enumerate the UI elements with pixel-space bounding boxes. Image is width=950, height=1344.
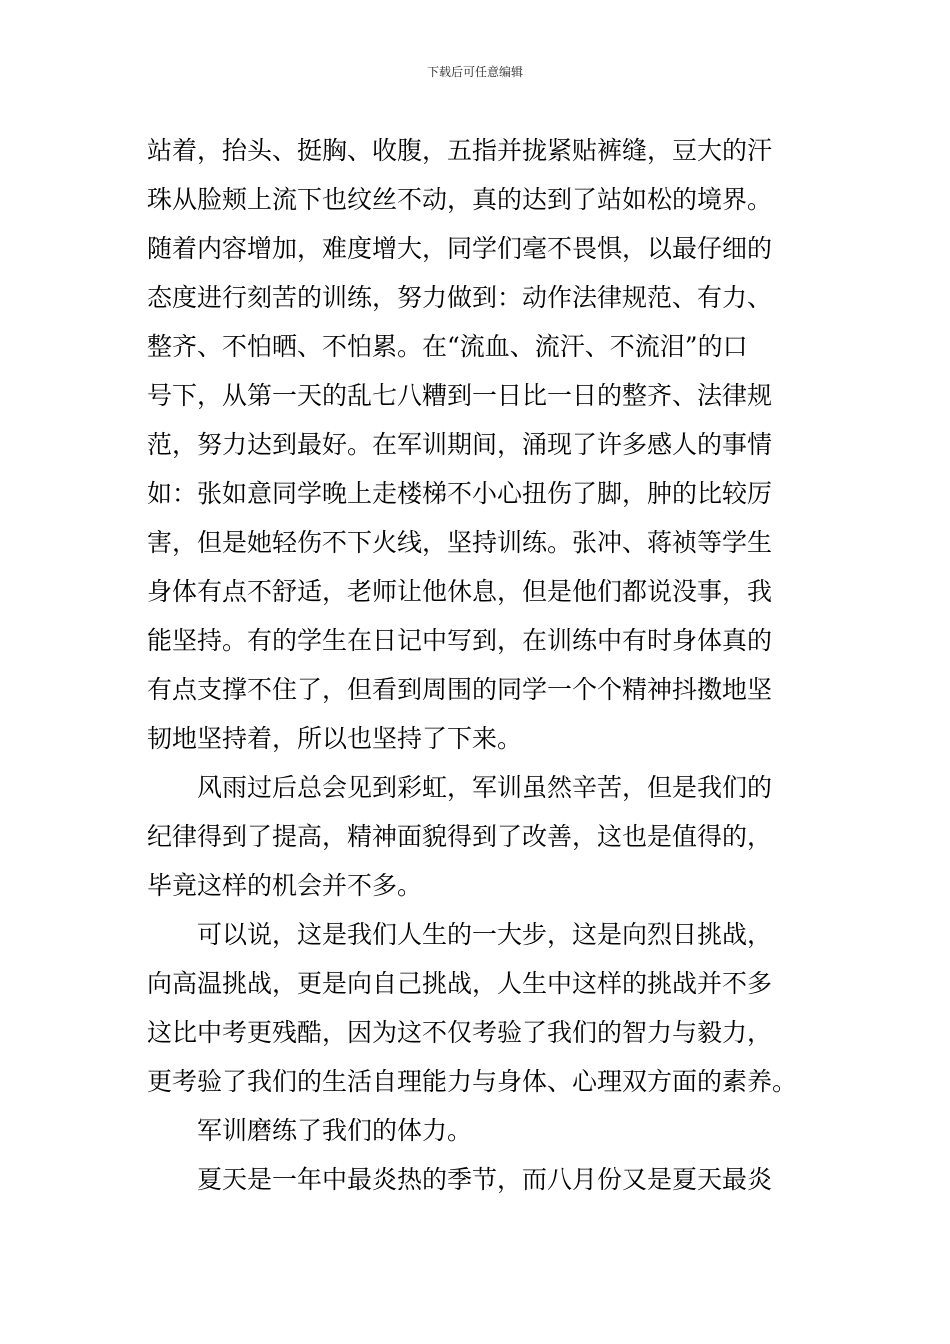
text-line: 态度进行刻苦的训练，努力做到：动作法律规范、有力、 bbox=[147, 283, 773, 312]
text-line: 整齐、不怕晒、不怕累。在“流血、流汗、不流泪”的口 bbox=[147, 332, 748, 361]
text-line: 号下，从第一天的乱七八糟到一日比一日的整齐、法律规 bbox=[147, 381, 773, 410]
page-header: 下载后可任意编辑 bbox=[426, 65, 523, 79]
text-line: 有点支撑不住了，但看到周围的同学一个个精神抖擞地坚 bbox=[147, 675, 773, 704]
paragraph-start-line: 夏天是一年中最炎热的季节，而八月份又是夏天最炎 bbox=[197, 1165, 773, 1194]
text-line: 向高温挑战，更是向自己挑战，人生中这样的挑战并不多 bbox=[147, 969, 773, 998]
text-line: 毕竟这样的机会并不多。 bbox=[147, 871, 423, 900]
text-line: 这比中考更残酷，因为这不仅考验了我们的智力与毅力， bbox=[147, 1018, 773, 1047]
paragraph-start-line: 军训磨练了我们的体力。 bbox=[197, 1116, 473, 1145]
text-line: 身体有点不舒适，老师让他休息，但是他们都说没事，我 bbox=[147, 577, 773, 606]
text-line: 更考验了我们的生活自理能力与身体、心理双方面的素养。 bbox=[147, 1067, 798, 1096]
paragraph-start-line: 可以说，这是我们人生的一大步，这是向烈日挑战， bbox=[197, 920, 773, 949]
text-line: 害，但是她轻伤不下火线，坚持训练。张冲、蒋祯等学生 bbox=[147, 528, 773, 557]
text-line: 珠从脸颊上流下也纹丝不动，真的达到了站如松的境界。 bbox=[147, 185, 773, 214]
text-line: 能坚持。有的学生在日记中写到，在训练中有时身体真的 bbox=[147, 626, 773, 655]
paragraph-start-line: 风雨过后总会见到彩虹，军训虽然辛苦，但是我们的 bbox=[197, 773, 773, 802]
text-line: 纪律得到了提高，精神面貌得到了改善，这也是值得的， bbox=[147, 822, 773, 851]
text-line: 范，努力达到最好。在军训期间，涌现了许多感人的事情 bbox=[147, 430, 773, 459]
text-line: 如：张如意同学晚上走楼梯不小心扭伤了脚，肿的比较厉 bbox=[147, 479, 773, 508]
text-line: 韧地坚持着，所以也坚持了下来。 bbox=[147, 724, 523, 753]
text-line: 随着内容增加，难度增大，同学们毫不畏惧，以最仔细的 bbox=[147, 234, 773, 263]
document-body bbox=[147, 126, 807, 1204]
text-line: 站着，抬头、挺胸、收腹，五指并拢紧贴裤缝，豆大的汗 bbox=[147, 136, 773, 165]
